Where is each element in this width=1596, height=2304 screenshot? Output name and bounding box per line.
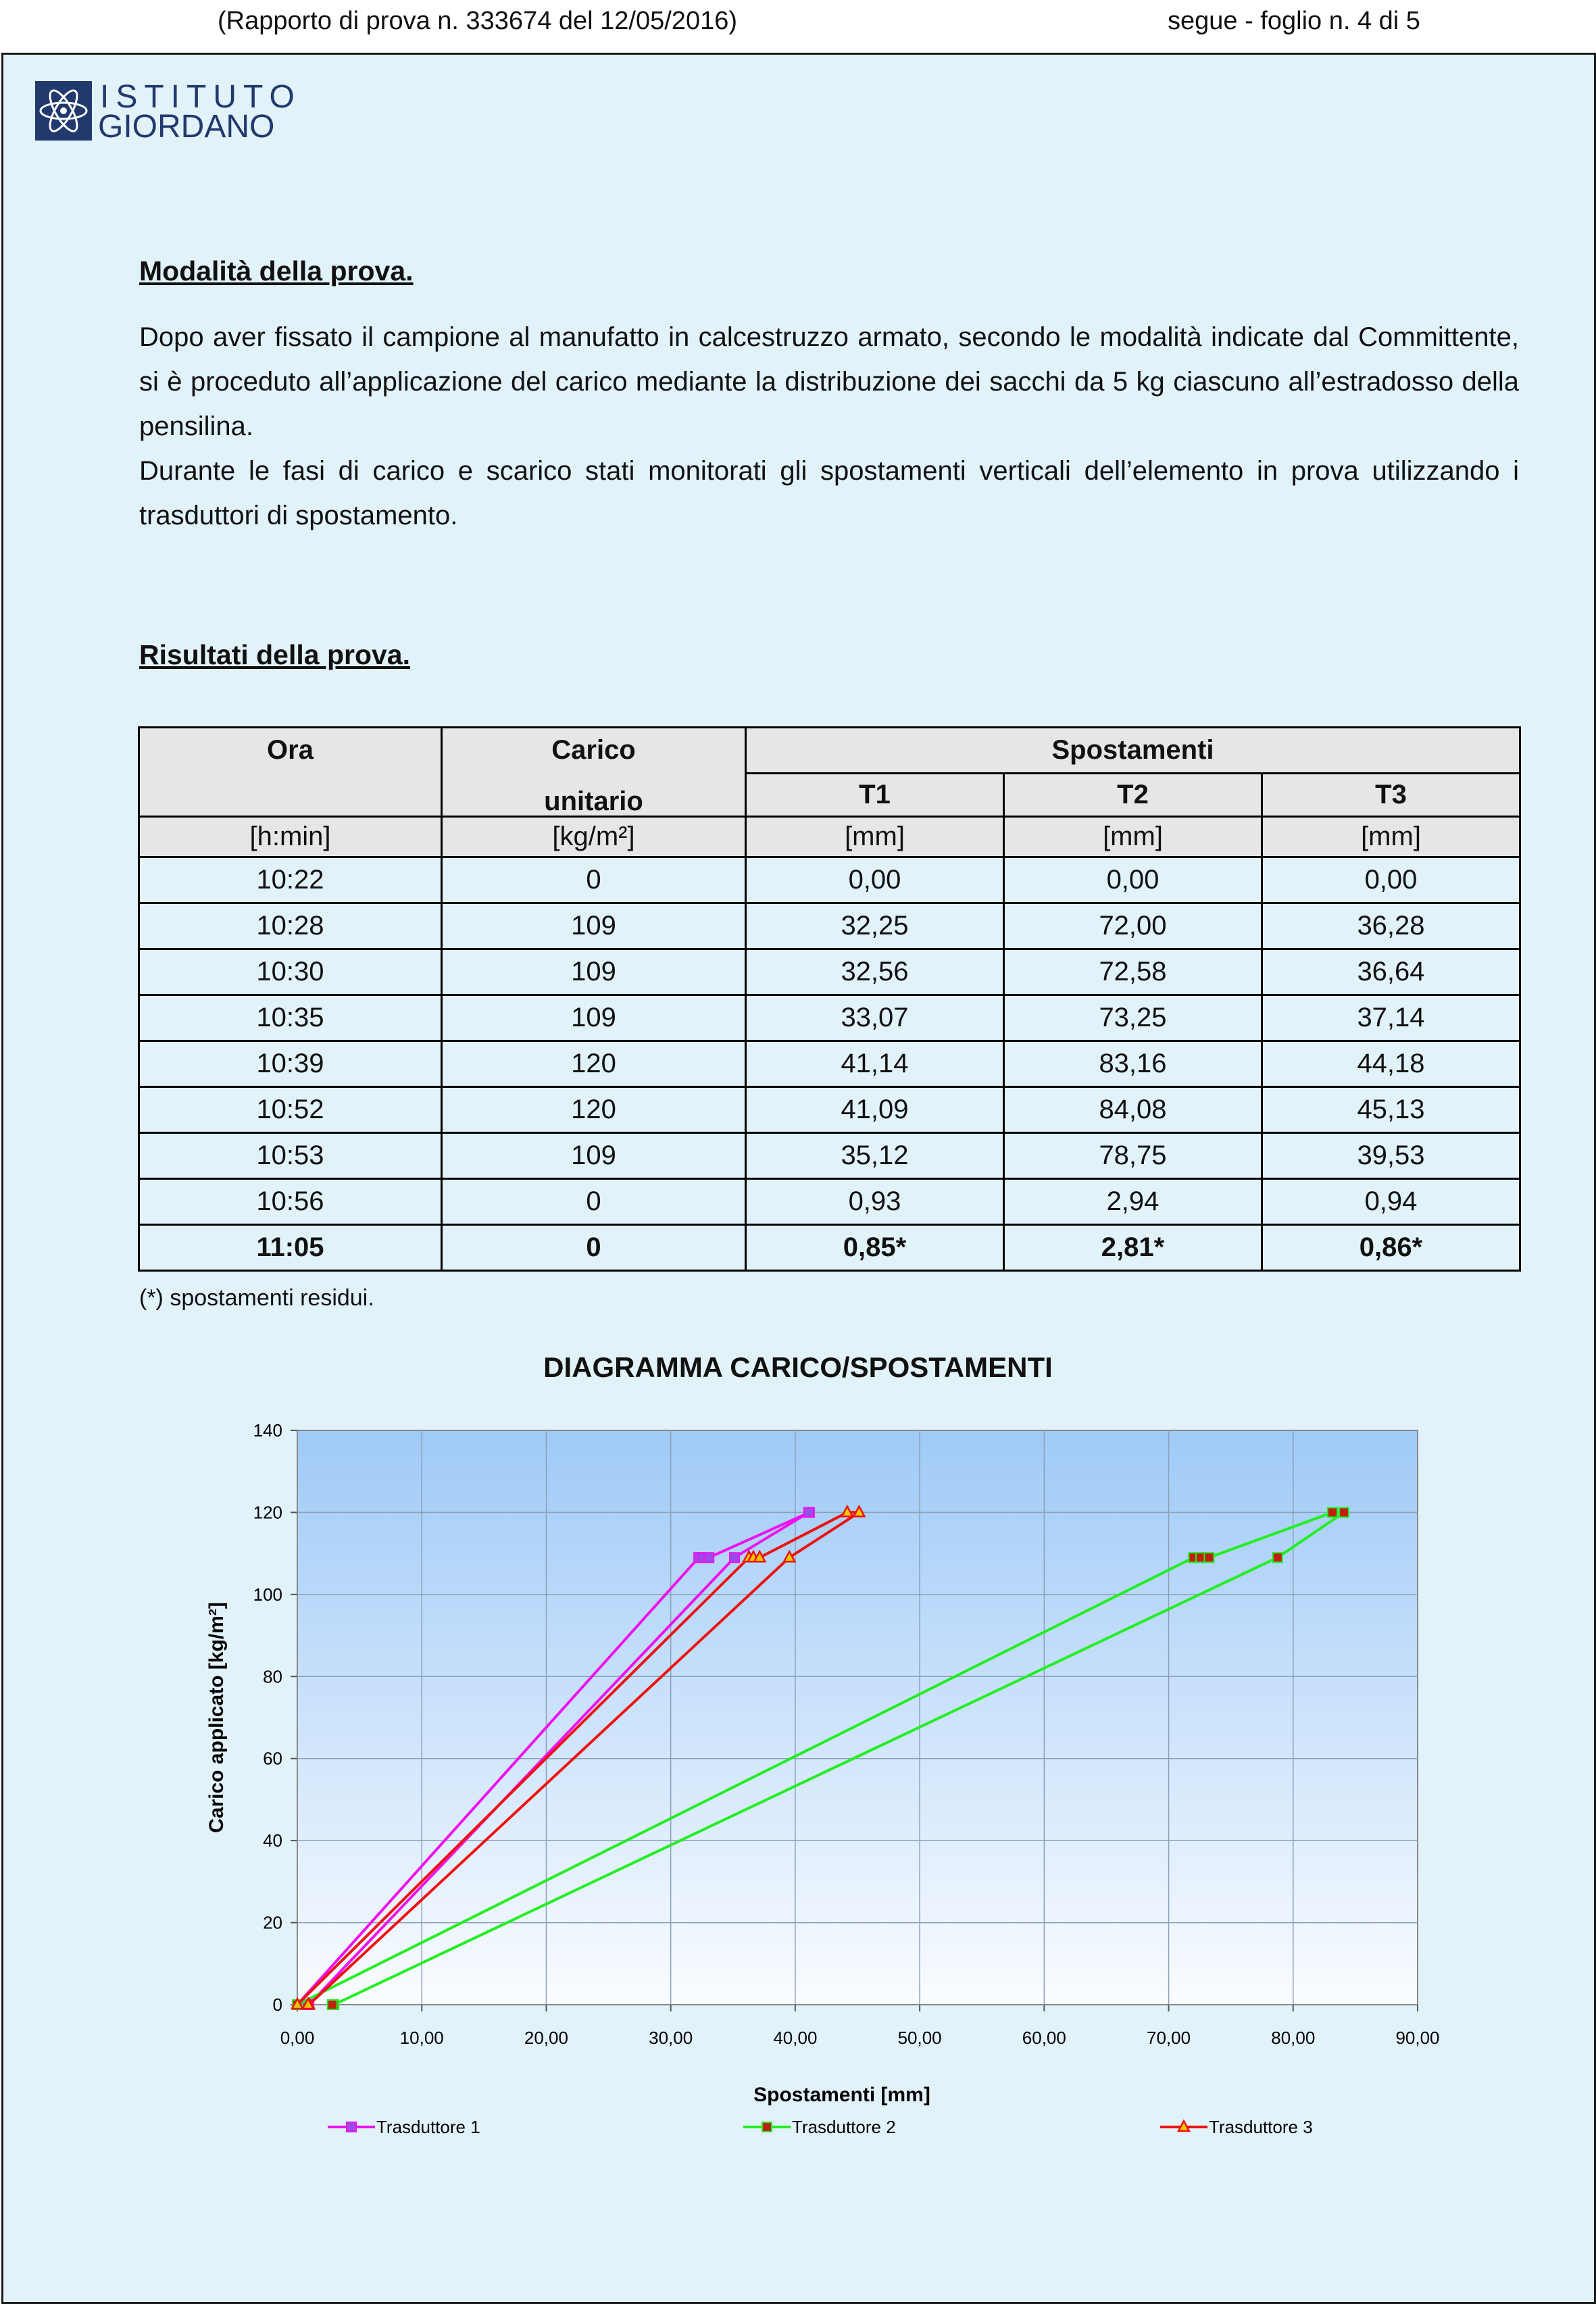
cell-t2: 84,08 bbox=[1004, 1087, 1262, 1133]
x-tick-label: 60,00 bbox=[1022, 2028, 1066, 2048]
legend bbox=[328, 2117, 1313, 2137]
cell-carico: 0 bbox=[442, 857, 746, 903]
cell-ora: 10:52 bbox=[139, 1087, 442, 1133]
y-tick-label: 60 bbox=[263, 1748, 282, 1769]
x-axis-label: Spostamenti [mm] bbox=[753, 2084, 930, 2106]
cell-t3: 36,28 bbox=[1262, 903, 1520, 949]
cell-ora: 10:56 bbox=[139, 1179, 442, 1225]
cell-t2: 2,81* bbox=[1004, 1225, 1262, 1271]
col-header-t2: T2 bbox=[1004, 774, 1262, 817]
load-displacement-chart bbox=[0, 1405, 1596, 2176]
col-header-carico: Carico bbox=[442, 728, 746, 817]
cell-t1: 41,14 bbox=[746, 1041, 1004, 1087]
cell-t3: 0,00 bbox=[1262, 857, 1520, 903]
cell-t3: 44,18 bbox=[1262, 1041, 1520, 1087]
method-paragraph-2: Durante le fasi di carico e scarico stati monitorati gli spostamenti verticali dell’elemento in prova utilizzando i trasduttori di spostamento. bbox=[139, 456, 1519, 530]
cell-t2: 73,25 bbox=[1004, 995, 1262, 1041]
y-tick-label: 80 bbox=[263, 1666, 282, 1687]
x-tick-label: 90,00 bbox=[1395, 2028, 1440, 2048]
cell-t2: 78,75 bbox=[1004, 1133, 1262, 1179]
section-heading-method: Modalità della prova. bbox=[139, 255, 414, 286]
table-row bbox=[139, 1133, 1520, 1179]
series-2-point bbox=[1204, 1553, 1214, 1562]
col-header-ora: Ora bbox=[139, 728, 442, 817]
cell-t3: 37,14 bbox=[1262, 995, 1520, 1041]
legend-label-3: Trasduttore 3 bbox=[1209, 2117, 1313, 2137]
cell-t3: 0,94 bbox=[1262, 1179, 1520, 1225]
table-row bbox=[139, 1087, 1520, 1133]
series-2-point bbox=[328, 2000, 337, 2009]
x-tick-label: 10,00 bbox=[399, 2028, 444, 2048]
legend-label-1: Trasduttore 1 bbox=[376, 2117, 480, 2137]
col-header-carico-line2: unitario bbox=[544, 786, 643, 816]
cell-t2: 72,58 bbox=[1004, 949, 1262, 995]
cell-t3: 39,53 bbox=[1262, 1133, 1520, 1179]
cell-t2: 0,00 bbox=[1004, 857, 1262, 903]
y-tick-label: 120 bbox=[253, 1502, 282, 1523]
legend-marker-2 bbox=[762, 2122, 772, 2132]
cell-carico: 120 bbox=[442, 1041, 746, 1087]
method-text bbox=[139, 315, 1519, 538]
unit-carico-text: [kg/m²] bbox=[552, 822, 635, 851]
cell-t3: 0,86* bbox=[1262, 1225, 1520, 1271]
col-header-t1: T1 bbox=[746, 774, 1004, 817]
cell-t1: 35,12 bbox=[746, 1133, 1004, 1179]
cell-t1: 0,85* bbox=[746, 1225, 1004, 1271]
logo bbox=[35, 79, 301, 146]
y-tick-label: 100 bbox=[253, 1584, 282, 1605]
series-1-point bbox=[730, 1553, 739, 1562]
cell-t2: 72,00 bbox=[1004, 903, 1262, 949]
report-reference: (Rapporto di prova n. 333674 del 12/05/2016) bbox=[218, 7, 737, 35]
legend-label-2: Trasduttore 2 bbox=[792, 2117, 896, 2137]
y-tick-label: 140 bbox=[253, 1420, 282, 1441]
legend-marker-1 bbox=[347, 2122, 356, 2132]
cell-ora: 10:35 bbox=[139, 995, 442, 1041]
x-tick-label: 80,00 bbox=[1271, 2028, 1316, 2048]
series-2-point bbox=[1273, 1553, 1282, 1562]
cell-carico: 109 bbox=[442, 1133, 746, 1179]
cell-t3: 36,64 bbox=[1262, 949, 1520, 995]
logo-text-line1: ISTITUTO bbox=[100, 79, 301, 115]
cell-t3: 45,13 bbox=[1262, 1087, 1520, 1133]
report-header bbox=[0, 0, 1596, 53]
cell-t1: 33,07 bbox=[746, 995, 1004, 1041]
y-tick-label: 0 bbox=[272, 1995, 282, 2015]
page-counter: segue - foglio n. 4 di 5 bbox=[1168, 7, 1420, 35]
cell-ora: 10:28 bbox=[139, 903, 442, 949]
cell-t1: 41,09 bbox=[746, 1087, 1004, 1133]
x-tick-label: 0,00 bbox=[280, 2028, 315, 2048]
cell-carico: 109 bbox=[442, 949, 746, 995]
table-row bbox=[139, 857, 1520, 903]
cell-t1: 32,56 bbox=[746, 949, 1004, 995]
table-row bbox=[139, 995, 1520, 1041]
cell-ora: 10:39 bbox=[139, 1041, 442, 1087]
cell-carico: 0 bbox=[442, 1179, 746, 1225]
series-2-point bbox=[1328, 1507, 1337, 1517]
logo-text-line2: GIORDANO bbox=[98, 109, 275, 145]
x-tick-label: 30,00 bbox=[649, 2028, 693, 2048]
series-2-point bbox=[1339, 1507, 1349, 1517]
atom-logo-icon bbox=[35, 81, 92, 141]
chart-title: DIAGRAMMA CARICO/SPOSTAMENTI bbox=[543, 1351, 1053, 1383]
cell-carico: 109 bbox=[442, 903, 746, 949]
x-tick-label: 50,00 bbox=[897, 2028, 942, 2048]
table-row bbox=[139, 903, 1520, 949]
cell-ora: 10:53 bbox=[139, 1133, 442, 1179]
cell-t2: 83,16 bbox=[1004, 1041, 1262, 1087]
x-tick-label: 70,00 bbox=[1147, 2028, 1191, 2048]
unit-t2: [mm] bbox=[1004, 817, 1262, 857]
unit-t1: [mm] bbox=[746, 817, 1004, 857]
cell-t1: 0,93 bbox=[746, 1179, 1004, 1225]
series-1-point bbox=[704, 1553, 714, 1562]
series-1-point bbox=[804, 1507, 814, 1517]
y-axis-label: Carico applicato [kg/m²] bbox=[205, 1602, 228, 1833]
x-tick-label: 40,00 bbox=[773, 2028, 818, 2048]
unit-ora: [h:min] bbox=[139, 817, 442, 857]
unit-carico bbox=[442, 786, 746, 857]
cell-ora: 10:22 bbox=[139, 857, 442, 903]
cell-carico: 0 bbox=[442, 1225, 746, 1271]
section-heading-results: Risultati della prova. bbox=[139, 639, 410, 670]
cell-carico: 109 bbox=[442, 995, 746, 1041]
unit-t3: [mm] bbox=[1262, 817, 1520, 857]
results-table bbox=[138, 726, 1521, 1272]
table-row-residual bbox=[139, 1225, 1520, 1271]
method-paragraph-1: Dopo aver fissato il campione al manufatto in calcestruzzo armato, secondo le modalità indicate dal Committente, si è proceduto all’applicazione del carico mediante la distribuzione dei sacchi da 5 kg ciascuno all’estradosso della pensilina. bbox=[139, 322, 1519, 441]
y-tick-label: 20 bbox=[263, 1912, 282, 1933]
cell-t1: 32,25 bbox=[746, 903, 1004, 949]
table-row bbox=[139, 1179, 1520, 1225]
table-row bbox=[139, 1041, 1520, 1087]
cell-ora: 10:30 bbox=[139, 949, 442, 995]
table-row bbox=[139, 949, 1520, 995]
y-tick-label: 40 bbox=[263, 1830, 282, 1851]
table-footnote: (*) spostamenti residui. bbox=[139, 1285, 374, 1311]
col-header-spostamenti: Spostamenti bbox=[746, 728, 1520, 774]
cell-t1: 0,00 bbox=[746, 857, 1004, 903]
cell-ora: 11:05 bbox=[139, 1225, 442, 1271]
x-tick-label: 20,00 bbox=[524, 2028, 568, 2048]
cell-carico: 120 bbox=[442, 1087, 746, 1133]
cell-t2: 2,94 bbox=[1004, 1179, 1262, 1225]
col-header-t3: T3 bbox=[1262, 774, 1520, 817]
